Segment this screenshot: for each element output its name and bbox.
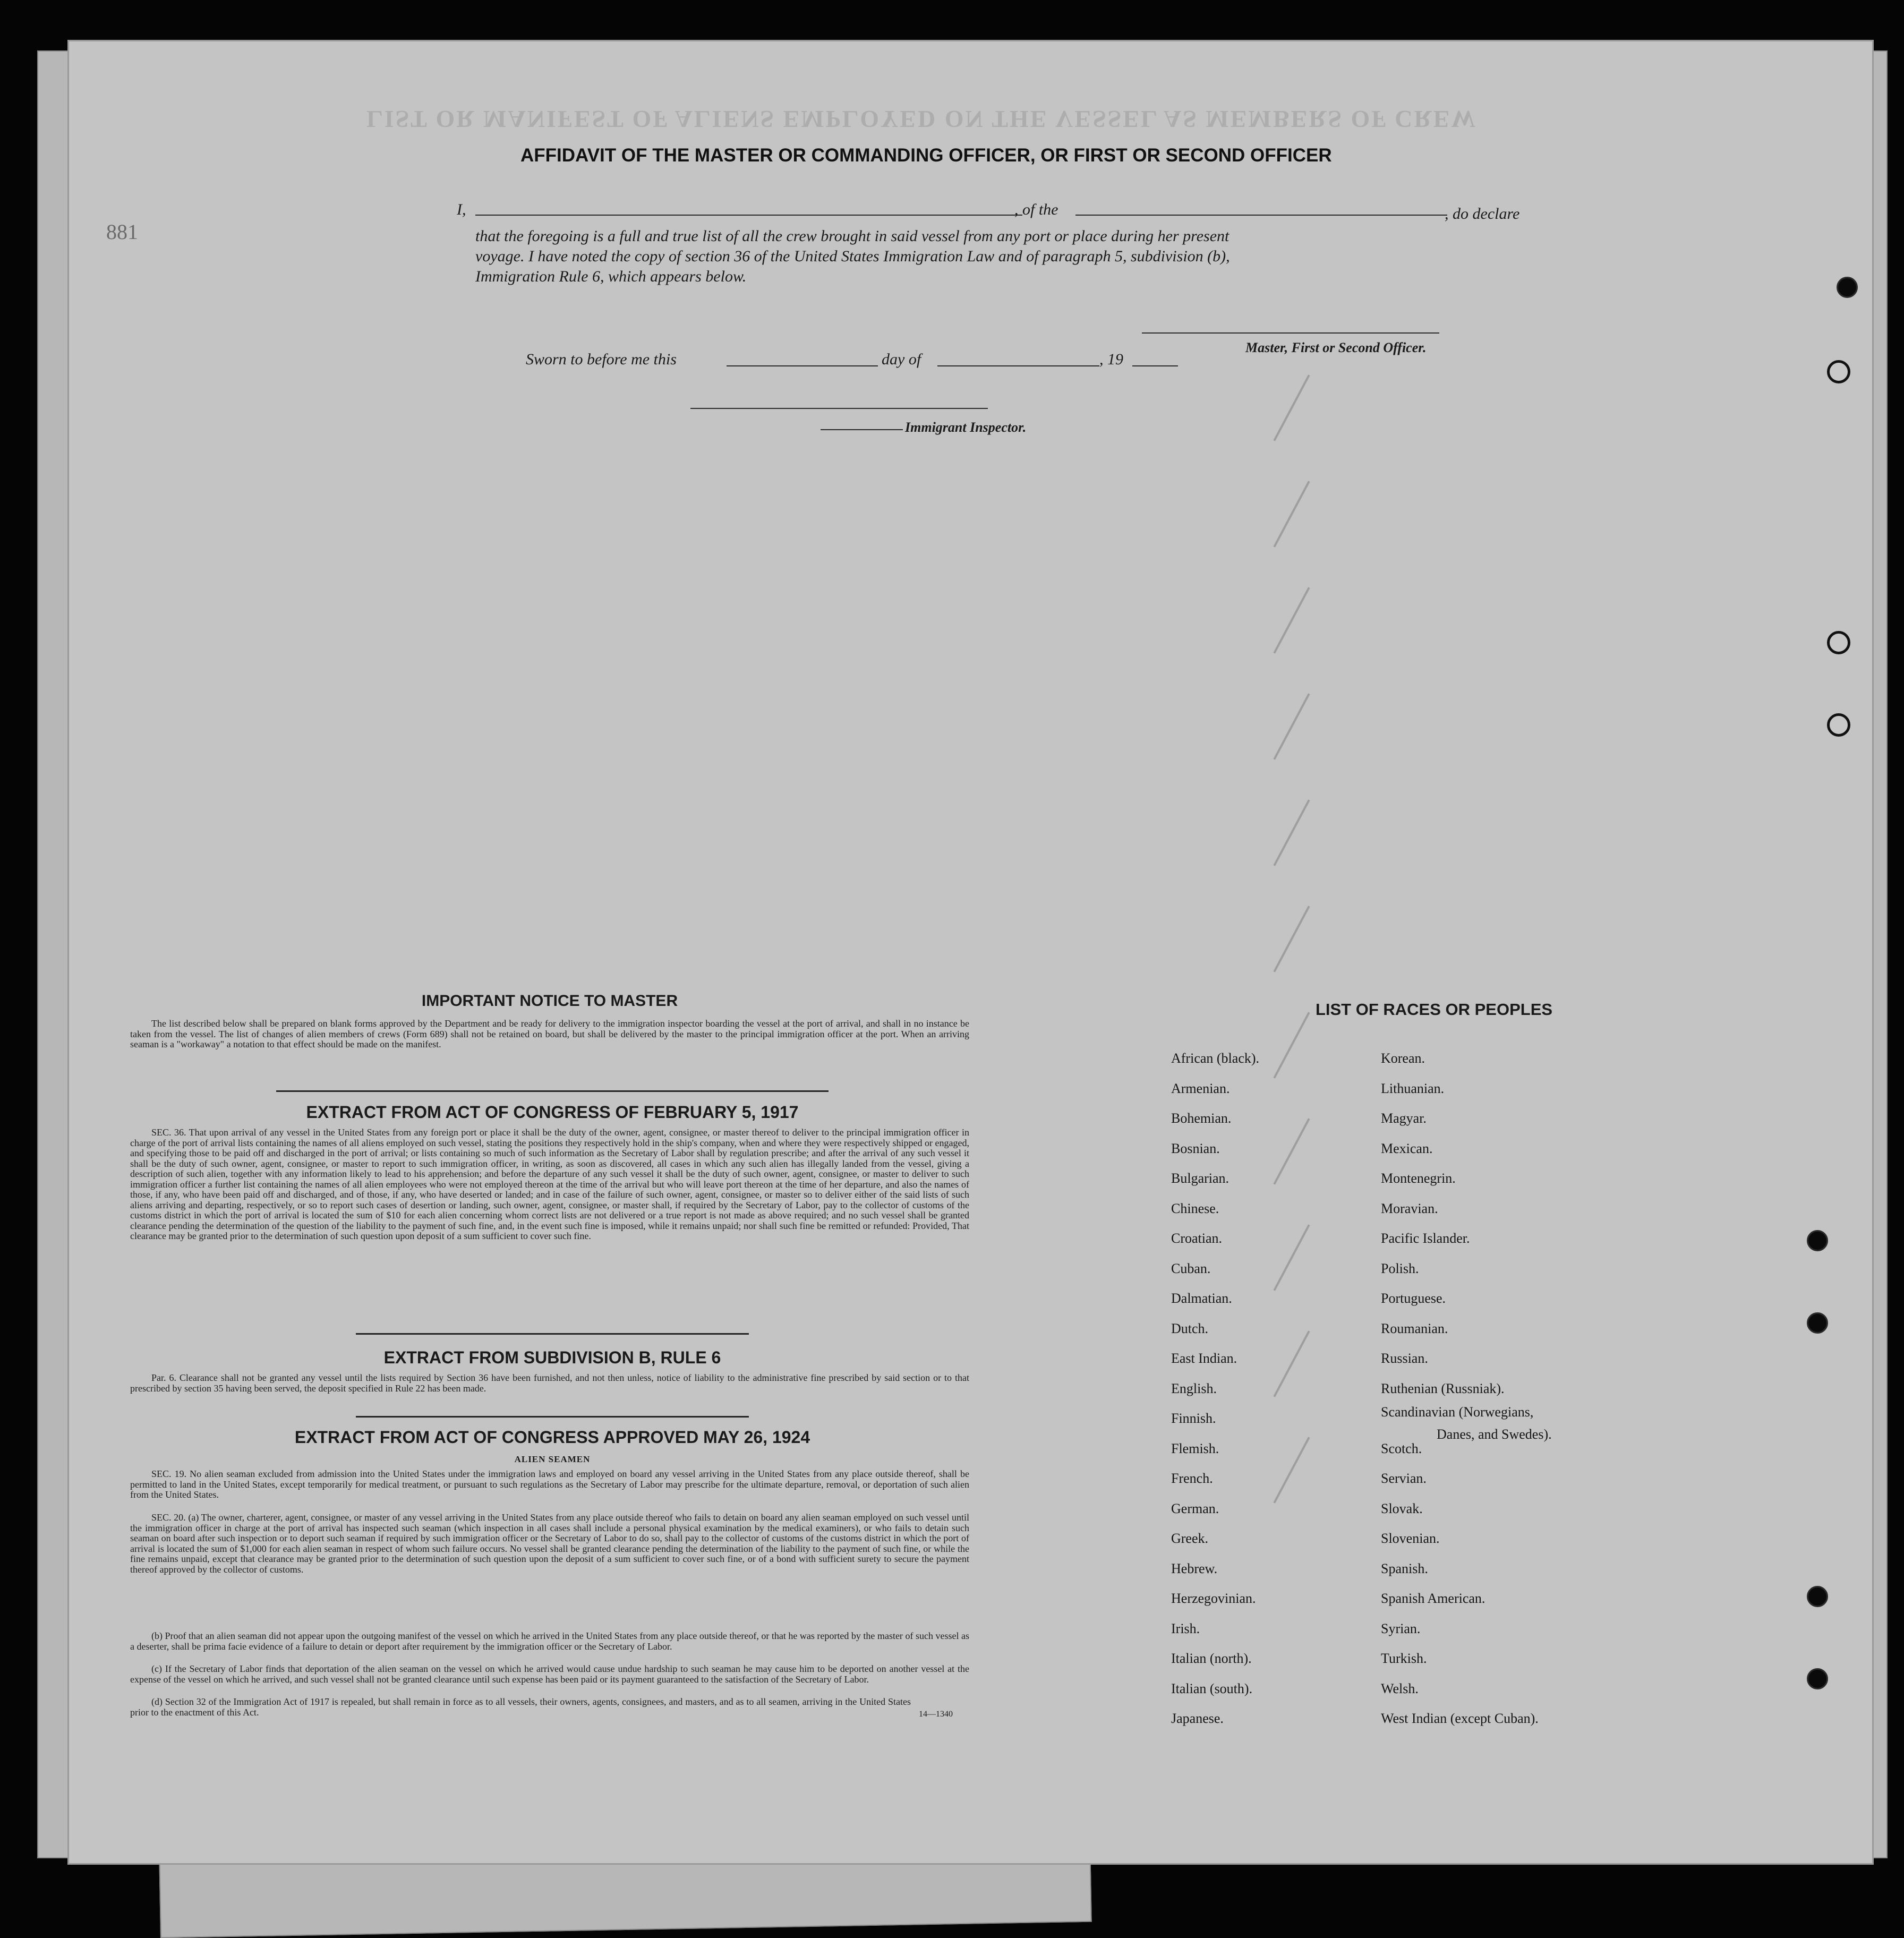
form-number: 14—1340 bbox=[919, 1710, 953, 1719]
binder-hole bbox=[1837, 277, 1858, 298]
race-item: Korean. bbox=[1381, 1051, 1425, 1066]
race-item: Bohemian. bbox=[1171, 1111, 1232, 1126]
affidavit-of-the-label: , of the bbox=[1014, 201, 1058, 218]
race-item: English. bbox=[1171, 1380, 1217, 1396]
divider-1 bbox=[276, 1090, 829, 1092]
extract-1917-title: EXTRACT FROM ACT OF CONGRESS OF FEBRUARY 5, 1917 bbox=[306, 1103, 799, 1122]
affidavit-title: AFFIDAVIT OF THE MASTER OR COMMANDING OFFICER, OR FIRST OR SECOND OFFICER bbox=[520, 145, 1332, 166]
race-item: Moravian. bbox=[1381, 1200, 1438, 1216]
extract-1917-text: SEC. 36. That upon arrival of any vessel in the United States from any foreign port or place it shall be the duty of the owner, agent, consignee, or master thereof to deliver to the principal immigration officer in charge of the port of arrival lists containing the names of all aliens employed on such vessel, stating the positions they respectively hold in the ship's company, when and where they were respectively shipped or engaged, and specifying those to be paid off and discharged in the port of arrival; or lists containing so much of such information as the Secretary of Labor shall by regulation prescribe; and after the arrival of any such vessel it shall be the duty of such owner, agent, consignee, or master to report to such immigration officer, in writing, as soon as discovered, all cases in which any such alien has illegally landed from the vessel, giving a description of such alien, together with any information likely to lead to his apprehension; and before the departure of any such vessel it shall be the duty of such owner, agent, consignee, or master to deliver to such immigration officer a further list containing the names of all alien employees who were not employed thereon at the time of the arrival but who will leave port thereon at the time of her departure, and also the names of those, if any, who have been paid off and discharged, and of those, if any, who have deserted or landed; and in case of the failure of such owner, agent, consignee, or master so to deliver either of the said lists of such aliens arriving and departing, respectively, or so to report such cases of desertion or landing, such owner, agent, consignee, or master shall, if required by the Secretary of Labor, pay to the collector of customs of the customs district in which the port of arrival is located the sum of $10 for each alien concerning whom correct lists are not delivered or a true report is not made as above required; and no such vessel shall be granted clearance pending the determination of the question of the liability to the payment of such fine, and, in the event such fine is imposed, while it remains unpaid; nor shall such fine be remitted or refunded: Provided, That clearance may be granted prior to the determination of such question upon deposit of a sum sufficient to cover such fine. bbox=[130, 1127, 969, 1241]
binder-hole bbox=[1807, 1230, 1828, 1251]
notice-title: IMPORTANT NOTICE TO MASTER bbox=[421, 992, 678, 1010]
year-label: , 19 bbox=[1099, 351, 1123, 368]
race-item: Portuguese. bbox=[1381, 1291, 1446, 1306]
races-title: LIST OF RACES OR PEOPLES bbox=[1315, 1000, 1553, 1019]
inspector-signature-field[interactable] bbox=[690, 408, 988, 409]
race-item: Herzegovinian. bbox=[1171, 1591, 1256, 1606]
race-item: African (black). bbox=[1171, 1051, 1260, 1066]
master-name-field[interactable] bbox=[475, 215, 1022, 216]
affidavit-body-line3: Immigration Rule 6, which appears below. bbox=[475, 268, 747, 285]
race-item: Hebrew. bbox=[1171, 1560, 1218, 1576]
affidavit-body-line2: voyage. I have noted the copy of section 36 of the United States Immigration Law and of paragraph 5, subdivision (b), bbox=[475, 247, 1230, 265]
race-item: Scotch. bbox=[1381, 1440, 1422, 1456]
race-item: Welsh. bbox=[1381, 1680, 1419, 1696]
race-item: Scandinavian (Norwegians, bbox=[1381, 1404, 1534, 1420]
extract-1924-sec20d: (d) Section 32 of the Immigration Act of 1917 is repealed, but shall remain in force as to all vessels, their owners, agents, consignees, and masters, and as to all seamen, arriving in the United States prior to the enactment of this Act. bbox=[130, 1696, 911, 1718]
extract-rule6-text: Par. 6. Clearance shall not be granted any vessel until the lists required by Section 36 have been furnished, and not then unless, notice of liability to the administrative fine prescribed by said section or to that prescribed by section 35 having been served, the deposit specified in Rule 22 has been made. bbox=[130, 1372, 969, 1394]
extract-rule6-title: EXTRACT FROM SUBDIVISION B, RULE 6 bbox=[383, 1348, 721, 1367]
extract-1924-sec20c: (c) If the Secretary of Labor finds that deportation of the alien seaman on the vessel on which he arrived would cause undue hardship to such seaman he may cause him to be deported on another vessel at the expense of the vessel on which he arrived, and such vessel shall not be granted clearance until such expense has been paid or its payment guaranteed to the satisfaction of the Secretary of Labor. bbox=[130, 1663, 969, 1685]
extract-1924-sec19: SEC. 19. No alien seaman excluded from admission into the United States under the immigration laws and employed on board any vessel arriving in the United States from any place outside thereof, shall be permitted to land in the United States, except temporarily for medical treatment, or pursuant to such regulations as the Secretary of Labor may prescribe for the ultimate departure, removal, or deportation of such alien from the United States. bbox=[130, 1469, 969, 1500]
race-item: Dalmatian. bbox=[1171, 1291, 1232, 1306]
race-item: Chinese. bbox=[1171, 1200, 1219, 1216]
race-item: Lithuanian. bbox=[1381, 1080, 1445, 1096]
master-signature-caption: Master, First or Second Officer. bbox=[1245, 340, 1427, 355]
master-signature-field[interactable] bbox=[1142, 332, 1439, 334]
race-item: Cuban. bbox=[1171, 1260, 1211, 1276]
margin-number: 881 bbox=[106, 220, 138, 244]
race-item: Bosnian. bbox=[1171, 1140, 1220, 1156]
race-item: Pacific Islander. bbox=[1381, 1231, 1470, 1246]
day-of-label: day of bbox=[882, 351, 921, 368]
race-item: Montenegrin. bbox=[1381, 1171, 1456, 1186]
race-item: Roumanian. bbox=[1381, 1320, 1448, 1336]
race-item: Greek. bbox=[1171, 1531, 1209, 1546]
sworn-day-field[interactable] bbox=[727, 365, 878, 366]
race-item: Japanese. bbox=[1171, 1711, 1224, 1726]
divider-2 bbox=[356, 1333, 749, 1335]
race-item: Russian. bbox=[1381, 1351, 1428, 1366]
binder-hole bbox=[1807, 1586, 1828, 1607]
extract-1924-title: EXTRACT FROM ACT OF CONGRESS APPROVED MAY 26, 1924 bbox=[294, 1428, 810, 1447]
vessel-name-field[interactable] bbox=[1075, 215, 1447, 216]
divider-3 bbox=[356, 1416, 749, 1418]
race-item: Italian (north). bbox=[1171, 1651, 1252, 1666]
affidavit-i-label: I, bbox=[457, 201, 466, 218]
race-item: Ruthenian (Russniak). bbox=[1381, 1380, 1505, 1396]
race-item: Polish. bbox=[1381, 1260, 1419, 1276]
race-item: Dutch. bbox=[1171, 1320, 1209, 1336]
race-item: Armenian. bbox=[1171, 1080, 1230, 1096]
extract-1924-subtitle: ALIEN SEAMEN bbox=[514, 1454, 591, 1464]
affidavit-declare-label: , do declare bbox=[1445, 205, 1520, 223]
sworn-label: Sworn to before me this bbox=[526, 351, 677, 368]
sworn-month-field[interactable] bbox=[937, 365, 1099, 366]
binder-hole bbox=[1827, 360, 1850, 383]
race-item: Mexican. bbox=[1381, 1140, 1433, 1156]
extract-1924-sec20b: (b) Proof that an alien seaman did not appear upon the outgoing manifest of the vessel on which he arrived in the United States from any place outside thereof, or that he was reported by the master of such vessel as a deserter, shall be prima facie evidence of a failure to detain or deport after requirement by the immigration officer or the Secretary of Labor. bbox=[130, 1630, 969, 1652]
race-item: Spanish American. bbox=[1381, 1591, 1485, 1606]
race-item: East Indian. bbox=[1171, 1351, 1237, 1366]
notice-text: The list described below shall be prepared on blank forms approved by the Department and be ready for delivery to the immigration inspector boarding the vessel at the port of arrival, and shall in no instance be taken from the vessel. The list of changes of alien members of crews (Form 689) shall not be retained on board, but shall be delivered by the master to the principal immigration officer at the port. When an arriving seaman is a "workaway" a notation to that effect should be made on the manifest. bbox=[130, 1018, 969, 1049]
race-item: Flemish. bbox=[1171, 1440, 1219, 1456]
race-item: Turkish. bbox=[1381, 1651, 1427, 1666]
binder-hole bbox=[1827, 631, 1850, 654]
race-item: French. bbox=[1171, 1471, 1213, 1486]
race-item: Bulgarian. bbox=[1171, 1171, 1230, 1186]
document-page bbox=[69, 41, 1872, 1863]
extract-1924-sec20a: SEC. 20. (a) The owner, charterer, agent, consignee, or master of any vessel arriving in the United States from any place outside thereof who fails to detain on board any alien seaman employed on such vessel until the immigration officer in charge at the port of arrival has inspected such seaman (which inspection in all cases shall include a personal physical examination by the medical examiners), or who fails to detain such seaman on board after such inspection or to deport such seaman if required by such immigration officer or the Secretary of Labor to do so, shall pay to the collector of customs of the customs district in which the port of arrival is located the sum of $1,000 for each alien seaman in respect of whom such failure occurs. No vessel shall be granted clearance pending the determination of the liability to the payment of such fine, or while the fine remains unpaid, except that clearance may be granted prior to the determination of such question upon the deposit of a sum sufficient to cover such fine, or of a bond with sufficient surety to secure the payment thereof approved by the collector of customs. bbox=[130, 1512, 969, 1575]
binder-hole bbox=[1827, 713, 1850, 737]
race-item: Croatian. bbox=[1171, 1231, 1223, 1246]
race-item: Servian. bbox=[1381, 1471, 1427, 1486]
race-item: Slovenian. bbox=[1381, 1531, 1440, 1546]
race-item: Spanish. bbox=[1381, 1560, 1428, 1576]
race-item: West Indian (except Cuban). bbox=[1381, 1711, 1539, 1726]
sworn-year-field[interactable] bbox=[1132, 365, 1178, 366]
race-item: Syrian. bbox=[1381, 1620, 1421, 1636]
bleed-through-title: LIST OR MANIFEST OF ALIENS EMPLOYED ON THE VESSEL AS MEMBERS OF CREW bbox=[366, 106, 1478, 133]
race-scandinavian-continued: Danes, and Swedes). bbox=[1437, 1427, 1552, 1442]
race-item: Finnish. bbox=[1171, 1411, 1216, 1426]
inspector-caption: Immigrant Inspector. bbox=[905, 420, 1027, 435]
race-item: Irish. bbox=[1171, 1620, 1200, 1636]
affidavit-body-line1: that the foregoing is a full and true list of all the crew brought in said vessel from any port or place during her present bbox=[475, 227, 1230, 245]
race-item: Slovak. bbox=[1381, 1500, 1423, 1516]
inspector-prefix-line bbox=[821, 429, 903, 430]
race-item: German. bbox=[1171, 1500, 1219, 1516]
binder-hole bbox=[1807, 1312, 1828, 1334]
binder-hole bbox=[1807, 1668, 1828, 1689]
race-item: Italian (south). bbox=[1171, 1680, 1253, 1696]
race-item: Magyar. bbox=[1381, 1111, 1427, 1126]
